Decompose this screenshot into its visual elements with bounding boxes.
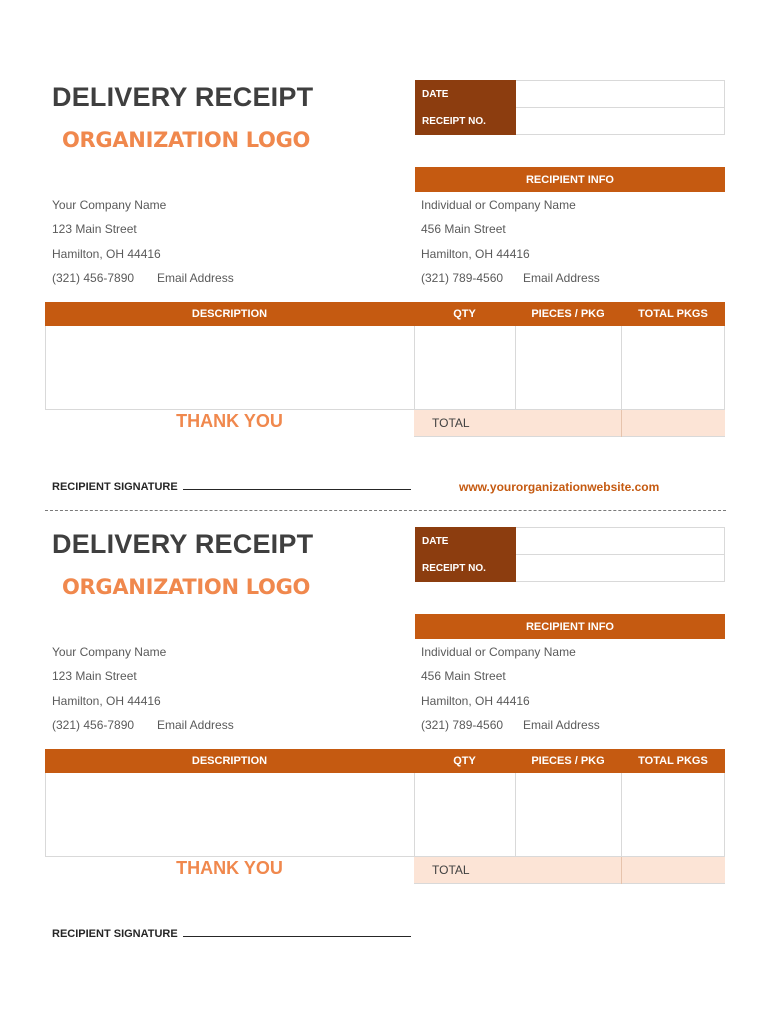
- items-table-header: [45, 302, 725, 326]
- column-description: DESCRIPTION: [191, 308, 268, 320]
- column-total-pkgs: TOTAL PKGS: [638, 755, 708, 767]
- sender-phone: (321) 456-7890: [52, 271, 135, 285]
- recipient-info-header: RECIPIENT INFO: [415, 614, 725, 639]
- receipt-bottom: [0, 447, 770, 940]
- receipt-meta-table: [415, 80, 725, 135]
- organization-logo: ORGANIZATION LOGO: [62, 128, 311, 152]
- recipient-email: Email Address: [523, 271, 600, 285]
- recipient-email: Email Address: [523, 718, 600, 732]
- recipient-info-header: RECIPIENT INFO: [415, 167, 725, 192]
- receipt-no-label: RECEIPT NO.: [416, 555, 516, 582]
- total-row: [414, 857, 725, 884]
- date-field[interactable]: [516, 528, 725, 555]
- total-label: TOTAL: [432, 863, 470, 877]
- total-divider: [621, 410, 622, 437]
- sender-email: Email Address: [157, 271, 234, 285]
- sender-email: Email Address: [157, 718, 234, 732]
- recipient-street: 456 Main Street: [421, 222, 506, 236]
- date-label: DATE: [416, 528, 516, 555]
- items-table-body[interactable]: [45, 773, 725, 857]
- thank-you-text: THANK YOU: [176, 858, 283, 878]
- recipient-phone: (321) 789-4560: [421, 271, 504, 285]
- column-description: DESCRIPTION: [191, 755, 268, 767]
- recipient-company: Individual or Company Name: [421, 198, 576, 212]
- website-link[interactable]: www.yourorganizationwebsite.com: [459, 480, 660, 494]
- items-table-header: [45, 749, 725, 773]
- recipient-company: Individual or Company Name: [421, 645, 576, 659]
- total-row: [414, 410, 725, 437]
- sender-company: Your Company Name: [52, 645, 167, 659]
- organization-logo: ORGANIZATION LOGO: [62, 575, 311, 599]
- items-table-body[interactable]: [45, 326, 725, 410]
- column-divider: [414, 773, 415, 857]
- signature-underline: [183, 936, 411, 937]
- column-divider: [414, 326, 415, 410]
- receipt-no-field[interactable]: [516, 108, 725, 135]
- receipt-no-label: RECEIPT NO.: [416, 108, 516, 135]
- sender-city: Hamilton, OH 44416: [52, 694, 161, 708]
- receipt-no-field[interactable]: [516, 555, 725, 582]
- column-total-pkgs: TOTAL PKGS: [638, 308, 708, 320]
- recipient-phone: (321) 789-4560: [421, 718, 504, 732]
- date-label: DATE: [416, 81, 516, 108]
- receipt-title: DELIVERY RECEIPT: [52, 529, 314, 559]
- sender-phone: (321) 456-7890: [52, 718, 135, 732]
- column-pieces-per-pkg: PIECES / PKG: [531, 308, 605, 320]
- recipient-street: 456 Main Street: [421, 669, 506, 683]
- column-pieces-per-pkg: PIECES / PKG: [531, 755, 605, 767]
- recipient-city: Hamilton, OH 44416: [421, 694, 530, 708]
- column-qty: QTY: [453, 308, 476, 320]
- receipt-meta-table: [415, 527, 725, 582]
- recipient-city: Hamilton, OH 44416: [421, 247, 530, 261]
- sender-street: 123 Main Street: [52, 669, 137, 683]
- signature-label: RECIPIENT SIGNATURE: [52, 928, 178, 940]
- column-qty: QTY: [453, 755, 476, 767]
- signature-line[interactable]: [52, 928, 411, 940]
- date-field[interactable]: [516, 81, 725, 108]
- total-divider: [621, 857, 622, 884]
- total-label: TOTAL: [432, 416, 470, 430]
- receipt-title: DELIVERY RECEIPT: [52, 82, 314, 112]
- thank-you-text: THANK YOU: [176, 411, 283, 431]
- sender-street: 123 Main Street: [52, 222, 137, 236]
- sender-company: Your Company Name: [52, 198, 167, 212]
- sender-city: Hamilton, OH 44416: [52, 247, 161, 261]
- signature-label: RECIPIENT SIGNATURE: [52, 481, 178, 493]
